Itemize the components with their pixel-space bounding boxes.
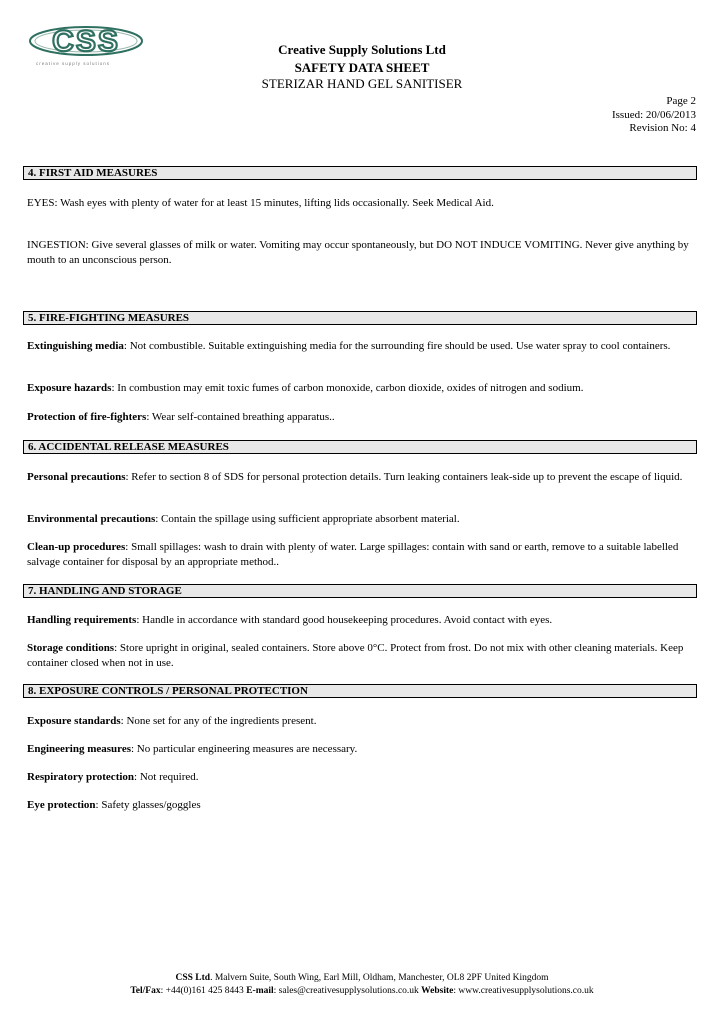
exposure-standards-text: : None set for any of the ingredients present. — [120, 715, 317, 727]
footer-address-line — [0, 972, 724, 985]
logo-lettering: CSS — [52, 25, 120, 58]
section-6-heading: 6. ACCIDENTAL RELEASE MEASURES — [23, 440, 697, 454]
eye-protection — [27, 798, 693, 813]
engineering-measures-text: : No particular engineering measures are necessary. — [131, 743, 358, 755]
exposure-hazards — [27, 381, 693, 396]
issued-date: Issued: 20/06/2013 — [611, 108, 696, 121]
footer-company: CSS Ltd — [175, 973, 211, 983]
storage-conditions-label: Storage conditions — [27, 642, 115, 654]
section-8-heading: 8. EXPOSURE CONTROLS / PERSONAL PROTECTION — [23, 684, 697, 698]
section-5-heading: 5. FIRE-FIGHTING MEASURES — [23, 311, 697, 325]
footer-address: . Malvern Suite, South Wing, Earl Mill, Oldham, Manchester, OL8 2PF United Kingdom — [210, 973, 549, 983]
exposure-standards-label: Exposure standards — [27, 715, 121, 727]
personal-precautions-label: Personal precautions — [27, 471, 126, 483]
footer-website[interactable]: : www.creativesupplysolutions.co.uk — [453, 986, 594, 996]
page-number: Page 2 — [666, 95, 696, 107]
exposure-standards — [27, 714, 693, 729]
storage-conditions-text: : Store upright in original, sealed containers. Store above 0°C. Protect from frost. Do not mix with other cleaning materials. Keep container closed when not in use. — [27, 642, 684, 669]
extinguishing-media-text: : Not combustible. Suitable extinguishing media for the surrounding fire should be used. Use water spray to cool containers. — [123, 340, 671, 352]
clean-up-procedures-text: : Small spillages: wash to drain with plenty of water. Large spillages: contain with sand or earth, remove to a suitable labelled salvage container for disposal by an appropriate method.. — [27, 541, 679, 568]
clean-up-procedures — [27, 540, 693, 570]
firefighter-protection-label: Protection of fire-fighters — [27, 411, 147, 423]
logo-tagline: creative supply solutions — [36, 61, 111, 66]
respiratory-protection — [27, 770, 693, 785]
storage-conditions — [27, 641, 693, 671]
exposure-hazards-text: : In combustion may emit toxic fumes of carbon monoxide, carbon dioxide, oxides of nitrogen and sodium. — [111, 382, 584, 394]
footer-contact-line — [0, 985, 724, 998]
revision-number: Revision No: 4 — [629, 122, 696, 134]
firefighter-protection-text: : Wear self-contained breathing apparatus.. — [146, 411, 335, 423]
footer-email[interactable]: : sales@creativesupplysolutions.co.uk — [273, 986, 419, 996]
product-name: STERIZAR HAND GEL SANITISER — [261, 76, 463, 91]
section-7-heading: 7. HANDLING AND STORAGE — [23, 584, 697, 598]
respiratory-protection-text: : Not required. — [134, 771, 199, 783]
eye-protection-label: Eye protection — [27, 799, 96, 811]
respiratory-protection-label: Respiratory protection — [27, 771, 135, 783]
environmental-precautions-label: Environmental precautions — [27, 513, 156, 525]
first-aid-ingestion: INGESTION: Give several glasses of milk or water. Vomiting may occur spontaneously, but DO NOT INDUCE VOMITING. Never give anything by mouth to an unconscious person. — [27, 239, 689, 266]
footer-email-label: E-mail — [246, 986, 274, 996]
eye-protection-text: : Safety glasses/goggles — [95, 799, 201, 811]
handling-requirements-text: : Handle in accordance with standard good housekeeping procedures. Avoid contact with eyes. — [136, 614, 553, 626]
personal-precautions-text: : Refer to section 8 of SDS for personal protection details. Turn leaking containers leak-side up to prevent the escape of liquid. — [125, 471, 683, 483]
extinguishing-media-label: Extinguishing media — [27, 340, 124, 352]
handling-requirements-label: Handling requirements — [27, 614, 137, 626]
company-name: Creative Supply Solutions Ltd — [278, 42, 446, 57]
first-aid-eyes: EYES: Wash eyes with plenty of water for at least 15 minutes, lifting lids occasionally. Seek Medical Aid. — [27, 197, 494, 209]
environmental-precautions — [27, 512, 693, 527]
clean-up-procedures-label: Clean-up procedures — [27, 541, 126, 553]
engineering-measures-label: Engineering measures — [27, 743, 131, 755]
footer-tel: : +44(0)161 425 8443 — [160, 986, 244, 996]
document-title: SAFETY DATA SHEET — [294, 60, 430, 75]
handling-requirements — [27, 613, 693, 628]
engineering-measures — [27, 742, 693, 757]
section-4-heading: 4. FIRST AID MEASURES — [23, 166, 697, 180]
extinguishing-media — [27, 339, 693, 354]
exposure-hazards-label: Exposure hazards — [27, 382, 112, 394]
footer-tel-label: Tel/Fax — [130, 986, 161, 996]
footer-website-label: Website — [421, 986, 454, 996]
document-meta — [612, 95, 696, 136]
personal-precautions — [27, 470, 693, 485]
firefighter-protection — [27, 410, 693, 425]
environmental-precautions-text: : Contain the spillage using sufficient appropriate absorbent material. — [155, 513, 460, 525]
